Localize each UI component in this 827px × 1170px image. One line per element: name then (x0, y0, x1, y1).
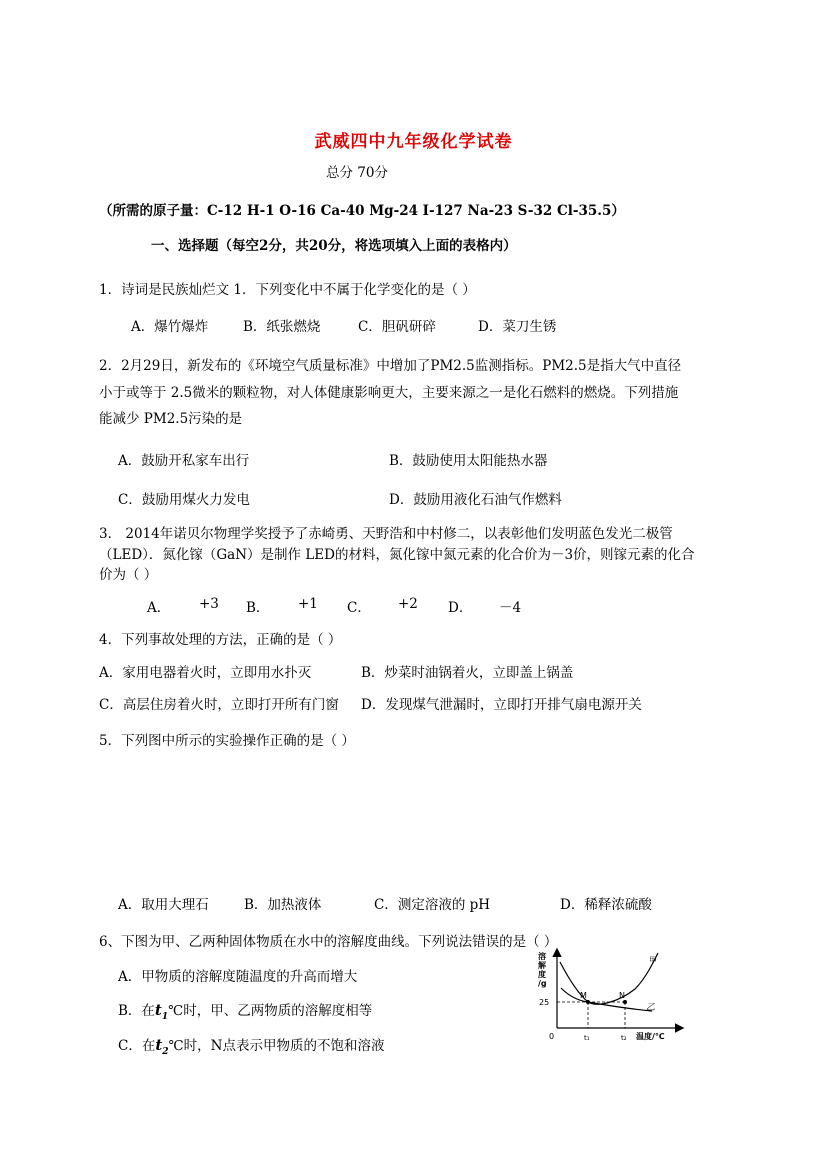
q6-option-c-prefix: C．在 (118, 1038, 156, 1054)
q1-option-d: D．菜刀生锈 (478, 319, 557, 335)
q4-option-b: B．炒菜时油锅着火，立即盖上锅盖 (361, 665, 574, 681)
point-m-label: M (580, 991, 587, 1000)
q2-line-1: 2．2月29日，新发布的《环境空气质量标准》中增加了PM2.5监测指标。PM2.5是指大气中直径 (99, 358, 682, 374)
q3-option-c-value: +2 (398, 596, 418, 612)
y-label-4: /g (538, 979, 547, 988)
q2-option-d: D．鼓励用液化石油气作燃料 (389, 492, 562, 508)
q5-option-c: C．测定溶液的 pH (374, 897, 491, 913)
q1-option-a: A．爆竹爆炸 (131, 319, 209, 335)
q3-line-3: 价为（ ） (99, 567, 158, 583)
q1-option-c: C．胆矾研碎 (358, 319, 436, 335)
page-title: 武威四中九年级化学试卷 (314, 132, 513, 152)
q5-option-d: D．稀释浓硫酸 (560, 897, 652, 913)
q3-option-d-value: －4 (499, 600, 522, 616)
curve-yi-label: 乙 (646, 1003, 656, 1013)
q4-stem: 4．下列事故处理的方法，正确的是（ ） (99, 632, 342, 648)
total-score: 总分 70分 (326, 165, 388, 181)
origin-label: 0 (549, 1032, 555, 1041)
x-tick-t1: t₁ (584, 1034, 590, 1042)
q2-option-b: B．鼓励使用太阳能热水器 (389, 453, 548, 469)
q3-option-c-label: C． (347, 600, 371, 616)
t1-symbol: $t_1$ (154, 1001, 169, 1022)
q5-option-a: A．取用大理石 (118, 897, 209, 913)
curve-yi (561, 988, 652, 1011)
q3-option-b-label: B． (246, 600, 270, 616)
q3-option-a-value: +3 (199, 596, 219, 612)
curve-jia (560, 953, 658, 1004)
q1-option-b: B．纸张燃烧 (243, 319, 321, 335)
q6-option-c-suffix: ℃时，N点表示甲物质的不饱和溶液 (168, 1038, 385, 1054)
q2-option-c: C．鼓励用煤火力发电 (118, 492, 250, 508)
q4-option-c: C．高层住房着火时，立即打开所有门窗 (99, 697, 339, 713)
q3-line-1: 3． 2014年诺贝尔物理学奖授予了赤崎勇、天野浩和中村修二，以表彰他们发明蓝色发光二极管 (99, 526, 673, 542)
q1-stem: 1．诗词是民族灿烂文 1．下列变化中不属于化学变化的是（ ） (99, 282, 476, 298)
q3-option-d-label: D． (448, 600, 473, 616)
q3-option-b-value: +1 (298, 596, 318, 612)
q4-option-d: D．发现煤气泄漏时，立即打开排气扇电源开关 (361, 697, 642, 713)
q6-option-a: A．甲物质的溶解度随温度的升高而增大 (118, 969, 358, 985)
atomic-masses: （所需的原子量：C-12 H-1 O-16 Ca-40 Mg-24 I-127 Na-23 S-32 Cl-35.5） (99, 203, 625, 219)
y-tick-25: 25 (539, 998, 550, 1007)
x-label: 温度/℃ (636, 1032, 665, 1041)
q2-line-3: 能减少 PM2.5污染的是 (99, 411, 243, 427)
curve-jia-label: 甲 (649, 956, 657, 965)
t2-symbol: $t_2$ (155, 1036, 169, 1057)
section-heading: 一、选择题（每空2分，共20分，将选项填入上面的表格内） (151, 238, 517, 254)
solubility-graph (530, 945, 690, 1045)
y-label-2: 解 (538, 961, 546, 970)
q2-line-2: 小于或等于 2.5微米的颗粒物，对人体健康影响更大，主要来源之一是化石燃料的燃烧。下列措施 (99, 385, 679, 401)
q4-option-a: A．家用电器着火时，立即用水扑灭 (99, 665, 312, 681)
q6-option-b (118, 999, 372, 1022)
q3-line-2: （LED）．氮化镓（GaN）是制作 LED的材料，氮化镓中氮元素的化合价为－3价，则镓元素的化合 (99, 547, 695, 563)
q6-option-b-suffix: ℃时，甲、乙两物质的溶解度相等 (168, 1003, 373, 1019)
y-label-1: 溶 (538, 952, 546, 961)
q5-stem: 5．下列图中所示的实验操作正确的是（ ） (99, 733, 355, 749)
q6-stem: 6、下图为甲、乙两种固体物质在水中的溶解度曲线。下列说法错误的是（ ） (99, 934, 558, 950)
y-label-3: 度 (538, 970, 546, 979)
point-m-dot (586, 1000, 590, 1004)
point-n-dot (623, 1000, 627, 1004)
q6-option-c (118, 1034, 384, 1057)
q6-option-b-prefix: B．在 (118, 1003, 155, 1019)
q5-option-b: B．加热液体 (244, 897, 322, 913)
x-tick-t2: t₂ (621, 1034, 627, 1042)
point-n-label: N (619, 991, 625, 1000)
q2-option-a: A．鼓励开私家车出行 (118, 453, 250, 469)
q3-option-a-label: A． (147, 600, 171, 616)
